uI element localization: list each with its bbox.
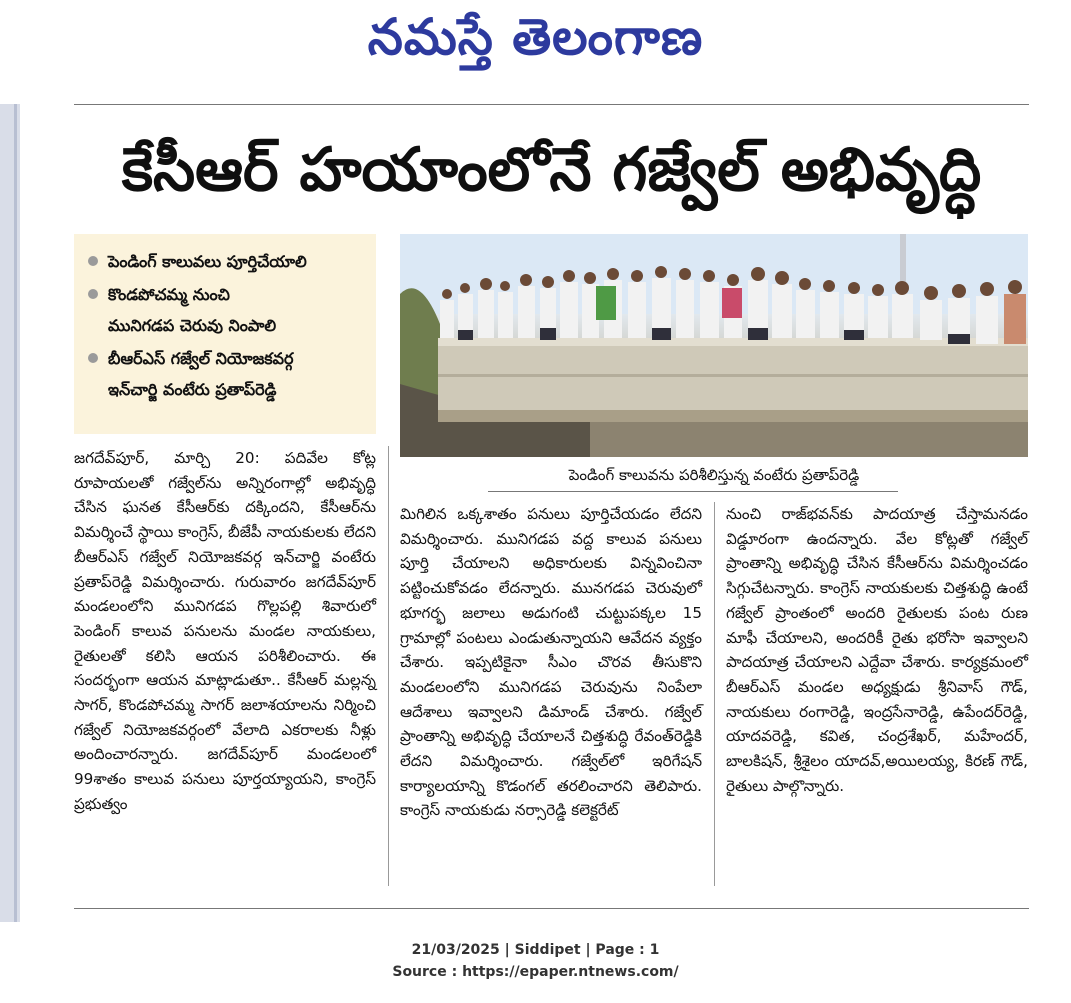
- highlight-text: పెండింగ్ కాలువలు పూర్తిచేయాలి: [108, 252, 307, 271]
- bullet-icon: [88, 289, 98, 299]
- page-edge-strip: [0, 104, 20, 922]
- highlight-item: [86, 246, 370, 277]
- highlight-text: బీఆర్ఎస్ గజ్వేల్ నియోజకవర్గ ఇన్‌చార్జి వంటేరు ప్రతాప్‌రెడ్డి: [108, 349, 294, 399]
- highlight-text: కొండపోచమ్మ నుంచి మునిగడప చెరువు నింపాలి: [108, 285, 277, 335]
- highlights-box: [74, 234, 376, 434]
- photo-caption: పెండింగ్ కాలువను పరిశీలిస్తున్న వంటేరు ప్రతాప్‌రెడ్డి: [568, 466, 860, 484]
- footer-source-link[interactable]: Source : https://epaper.ntnews.com/: [392, 964, 679, 980]
- bullet-icon: [88, 256, 98, 266]
- column-divider: [714, 502, 715, 886]
- article-column-1: జగదేవ్‌పూర్, మార్చి 20: పదివేల కోట్ల రూపాయలతో గజ్వేల్‌ను అన్నిరంగాల్లో అభివృద్ధి చేసిన ఘనత కేసీఆర్‌కు దక్కిందని, కేసీఆర్‌ను విమర్శించే స్థాయి కాంగ్రెస్, బీజేపీ నాయకులకు లేదని బీఆర్ఎస్ గజ్వేల్ నియోజకవర్గ ఇన్‌చార్జి వంటేరు ప్రతాప్‌రెడ్డి విమర్శించారు. గురువారం జగదేవ్‌పూర్ మండలంలోని మునిగడప గొల్లపల్లి శివారులో పెండింగ్ కాలువ పనులను మండల నాయకులు, రైతులతో కలిసి ఆయన పరిశీలించారు. ఈ సందర్భంగా ఆయన మాట్లాడుతూ.. కేసీఆర్ మల్లన్న సాగర్, కొండపోచమ్మ సాగర్ జలాశయాలను నిర్మించి గజ్వేల్ నియోజకవర్గంలో వేలాది ఎకరాలకు నీళ్లు అందించారన్నారు. జగదేవ్‌పూర్ మండలంలో 99శాతం కాలువ పనులు పూర్తయ్యాయని, కాంగ్రెస్ ప్రభుత్వం: [74, 449, 376, 813]
- article-column-3: నుంచి రాజ్‌భవన్‌కు పాదయాత్ర చేస్తామనడం విడ్డూరంగా ఉందన్నారు. వేల కోట్లతో గజ్వేల్ ప్రాంతాన్ని అభివృద్ధి చేసిన కేసీఆర్‌ను విమర్శించడం సిగ్గుచేటన్నారు. కాంగ్రెస్ నాయకులకు చిత్తశుద్ధి ఉంటే గజ్వేల్ ప్రాంతంలో అందరి రైతులకు పంట రుణ మాఫీ చేయాలని, అందరికీ రైతు భరోసా ఇవ్వాలని పాదయాత్ర చేయాలని ఎద్దేవా చేశారు. కార్యక్రమంలో బీఆర్ఎస్ మండల అధ్యక్షుడు శ్రీనివాస్ గౌడ్, నాయకులు రంగారెడ్డి, ఇంద్రసేనారెడ్డి, ఉపేందర్‌రెడ్డి, యాదవరెడ్డి, కవిత, చంద్రశేఖర్, మహేందర్, బాలకిషన్, శ్రీశైలం యాదవ్,అయిలయ్య, కిరణ్ గౌడ్, రైతులు పాల్గొన్నారు.: [726, 505, 1028, 795]
- newspaper-masthead: నమస్తే తెలంగాణ: [367, 8, 704, 66]
- article-column-2: మిగిలిన ఒక్కశాతం పనులు పూర్తిచేయడం లేదని విమర్శించారు. మునిగడప వద్ద కాలువ పనులు పూర్తి చేయాలని అధికారులకు విన్నవించినా పట్టించుకోవడం లేదన్నారు. మునగడప చెరువులో భూగర్భ జలాలు అడుగంటి చుట్టుపక్కల 15 గ్రామాల్లో పంటలు ఎండుతున్నాయని ఆవేదన వ్యక్తం చేశారు. ఇప్పటికైనా సీఎం చొరవ తీసుకొని మండలంలోని మునిగడప చెరువును నింపేలా ఆదేశాలు ఇవ్వాలని డిమాండ్ చేశారు. గజ్వేల్ ప్రాంతాన్ని అభివృద్ధి చేయాలనే చిత్తశుద్ధి రేవంత్‌రెడ్డికి లేదని విమర్శించారు. గజ్వేల్‌లో ఇరిగేషన్ కార్యాలయాన్ని కొడంగల్ తరలించారని తెలిపారు. కాంగ్రెస్ నాయకుడు నర్సారెడ్డి కలెక్టరేట్: [400, 505, 702, 820]
- caption-underline: [488, 491, 898, 492]
- article-photo: [400, 234, 1028, 457]
- highlight-item: [86, 343, 370, 405]
- highlight-item: [86, 279, 370, 341]
- page-edge-line: [14, 104, 17, 922]
- top-divider: [74, 104, 1029, 105]
- article-headline: కేసీఆర్ హయాంలోనే గజ్వేల్ అభివృద్ధి: [121, 135, 982, 205]
- photo-illustration: [400, 234, 1028, 457]
- bullet-icon: [88, 353, 98, 363]
- bottom-divider: [74, 908, 1029, 909]
- footer-date-line: 21/03/2025 | Siddipet | Page : 1: [411, 942, 660, 958]
- column-divider: [388, 446, 389, 886]
